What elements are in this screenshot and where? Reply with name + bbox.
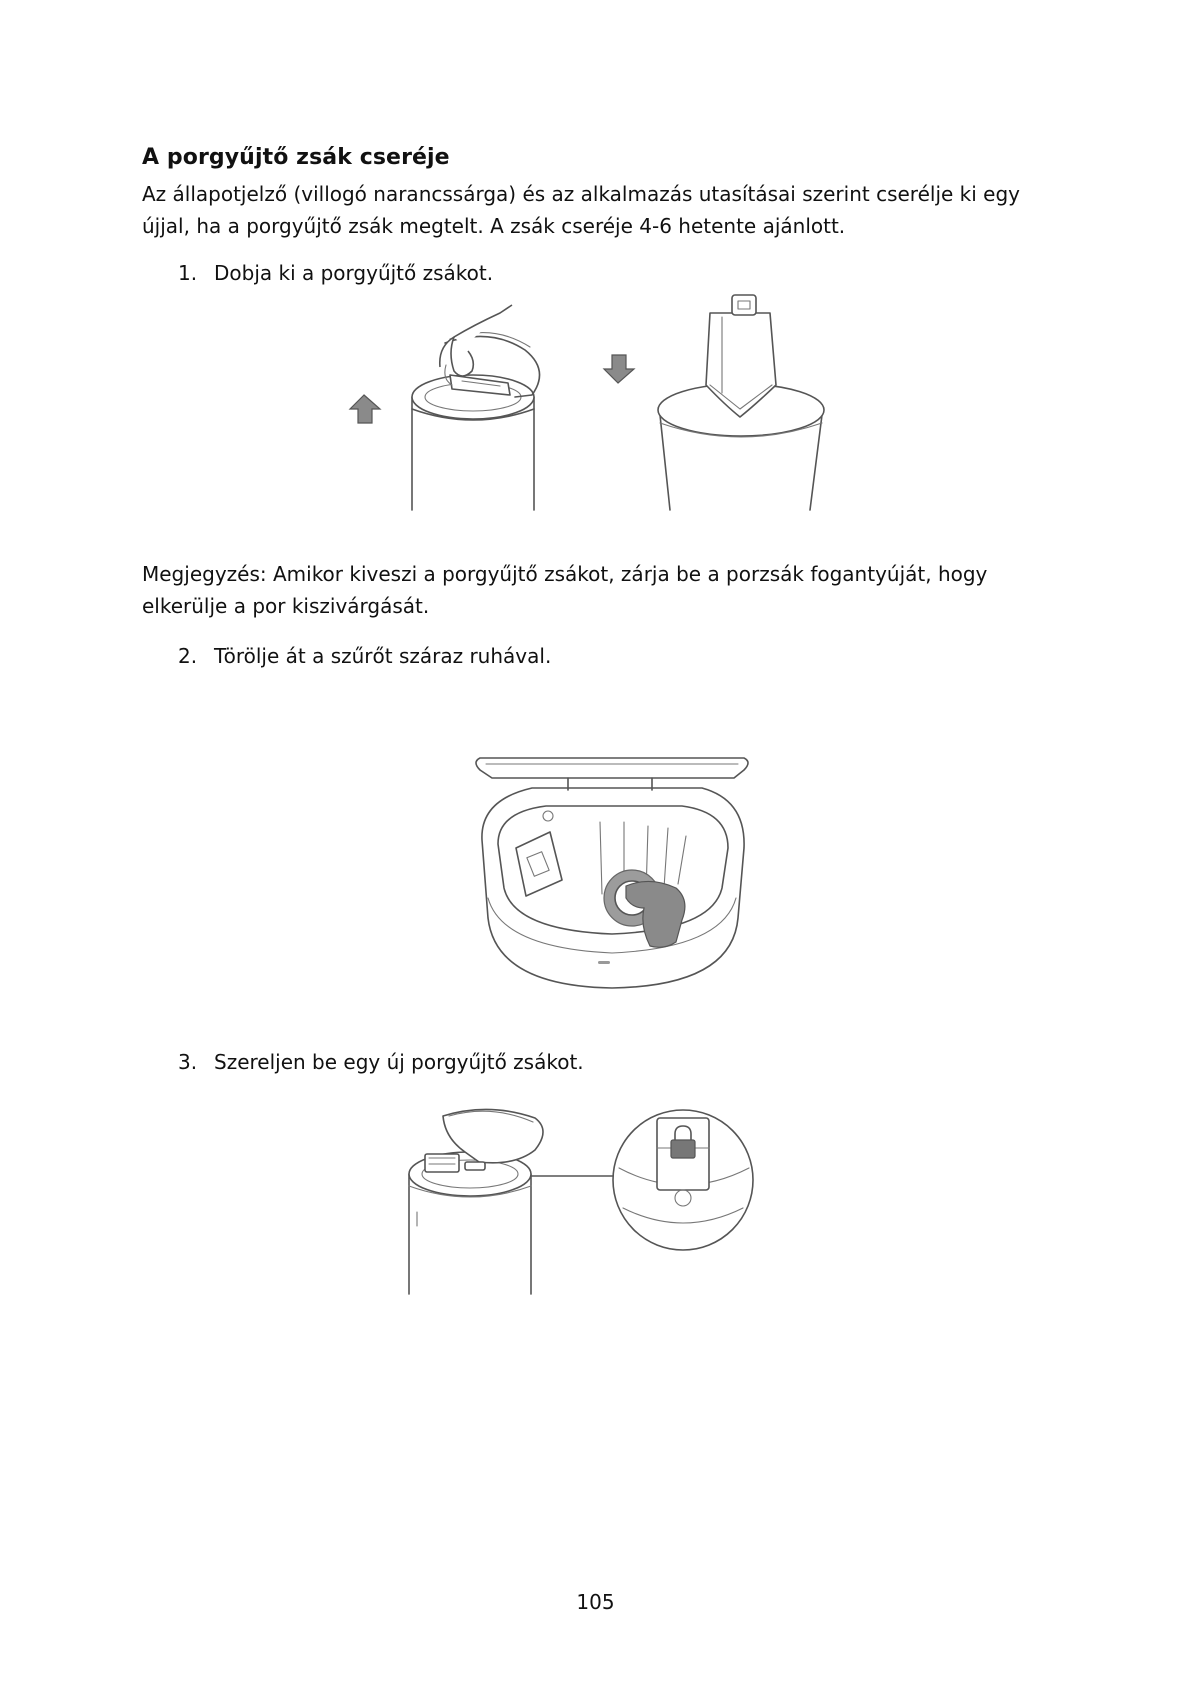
step-3-text: Szereljen be egy új porgyűjtő zsákot. <box>214 1050 584 1074</box>
intro-paragraph: Az állapotjelző (villogó narancssárga) és az alkalmazás utasításai szerint cserélje ki egy újjal, ha a porgyűjtő zsák megtelt. A zsák cseréje 4-6 hetente ajánlott. <box>142 182 1020 238</box>
illustration-install-bag <box>405 1098 765 1298</box>
page-number: 105 <box>576 1590 615 1614</box>
step-1 <box>178 259 493 287</box>
step-3 <box>178 1048 584 1076</box>
step-1-text: Dobja ki a porgyűjtő zsákot. <box>214 261 494 285</box>
arrow-down-icon <box>604 355 634 383</box>
step-2-number: 2. <box>178 644 198 668</box>
step-2-text: Törölje át a szűrőt száraz ruhával. <box>214 644 552 668</box>
section-title: A porgyűjtő zsák cseréje <box>142 145 450 170</box>
bag-removed <box>604 295 824 510</box>
bin-with-hand <box>350 305 540 510</box>
step-1-number: 1. <box>178 261 198 285</box>
note-paragraph: Megjegyzés: Amikor kiveszi a porgyűjtő zsákot, zárja be a porzsák fogantyúját, hogy elkerülje a por kiszivárgását. <box>142 562 988 618</box>
detail-lock-view <box>613 1110 753 1250</box>
illustration-wipe-filter <box>472 748 752 998</box>
illustration-remove-bag <box>350 305 850 515</box>
bin-open-lid <box>409 1109 543 1294</box>
step-3-number: 3. <box>178 1050 198 1074</box>
arrow-up-icon <box>350 395 380 423</box>
step-2 <box>178 642 551 670</box>
